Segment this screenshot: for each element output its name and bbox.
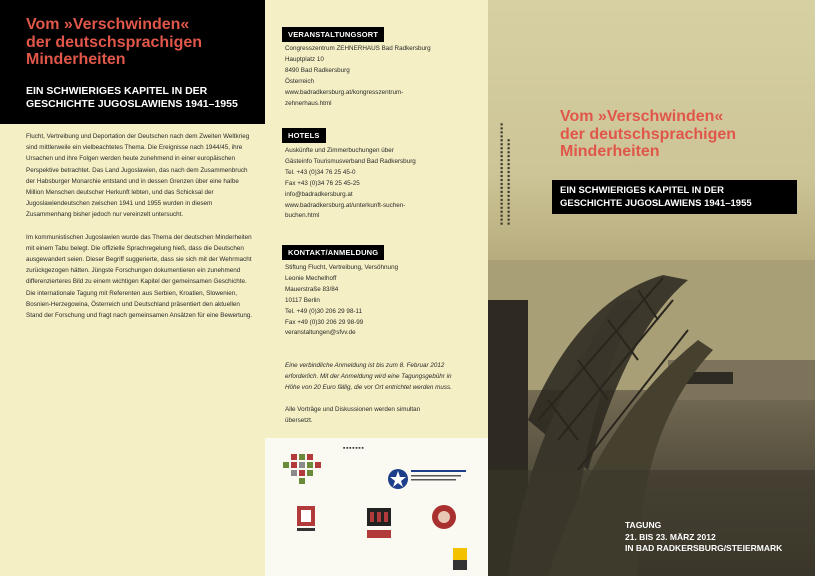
foundation-logo [283,454,335,494]
hotels-email[interactable]: info@badradkersburg.at [285,190,353,198]
contact-heading: KONTAKT/ANMELDUNG [282,245,384,260]
cover-title: Vom »Verschwinden« der deutschsprachigen Minderheiten [560,108,737,160]
destroyed-bridge-photo [488,0,815,576]
partner-note: ■ ■ ■ ■ ■ ■ ■ [343,446,364,450]
hotels-link[interactable]: www.badradkersburg.at/unterkunft-suchen- [285,201,406,209]
left-title: Vom »Verschwinden« der deutschsprachigen Minderheiten [26,16,203,68]
translation-note: Alle Vorträge und Diskussionen werden simultan übersetzt. [285,406,421,424]
hotels-heading: HOTELS [282,128,326,143]
round-seal-logo [431,504,457,530]
intro-paragraph-1: Flucht, Vertreibung und Deportation der Deutschen nach dem Zweiten Weltkrieg sind mittlerweile ein vielbeachtetes Thema. Die Ereignisse nach 1944/45, ihre Ursachen und ihre Folgen werden heute zunehmend in einer europäischen Perspektive betrachtet. Das Land Jugoslawien, das nach dem Zusammenbruch der Habsburger Monarchie entstand und in dessen Grenzen über eine halbe Million Menschen deutscher Herkunft lebten, und das Schicksal der Jugoslawiendeutschen zwischen 1941 und 1955 wurden in diesem Zusammenhang bisher jedoch nur vereinzelt untersucht. [26,133,250,219]
event-date: TAGUNG 21. BIS 23. MÄRZ 2012 IN BAD RADKERSBURG/STEIERMARK [625,520,783,553]
institute-logo-lines [411,468,471,484]
venue-link-cont[interactable]: zehnerhaus.html [285,99,332,107]
museum-logo [365,504,393,542]
photo-credit: ■ ■ ■ ■ ■ ■ ■ ■ ■ ■ ■ ■ ■ ■ ■ ■ ■ ■ ■ ■ ■ ■ ■ ■ ■ ■ ■ ■ ■ ■ ■ ■ ■ ■ ■ ■ ■ ■ ■ ■ ■ ■ ■ ■ ■ ■ ■ ■ [499,123,511,225]
venue-link[interactable]: www.badradkersburg.at/kongresszentrum- [285,88,404,96]
crest-logo [295,504,317,534]
corner-logo [453,548,467,570]
hotels-details: Auskünfte und Zimmerbuchungen über Gästeinfo Tourismusverband Bad Radkersburg Tel. +43 (0)34 76 25 45-0 Fax +43 (0)34 76 25 45-25 info@badradkersburg.at www.badradkersburg.at/unterkunft-suchen- buchen.html [285,146,480,222]
left-panel [0,0,265,576]
cover-subtitle: EIN SCHWIERIGES KAPITEL IN DER GESCHICHTE JUGOSLAWIENS 1941–1955 [552,180,797,214]
left-title-block [0,0,265,124]
registration-note: Eine verbindliche Anmeldung ist bis zum 8. Februar 2012 erforderlich. Mit der Anmeldung wird eine Tagungsgebühr in Höhe von 20 Euro fällig, die vor Ort entrichtet werden muss. [285,362,452,391]
partner-logos [265,438,488,576]
intro-paragraph-2: Im kommunistischen Jugoslawien wurde das Thema der deutschen Minderheiten mit einem Tabu belegt. Die offizielle Sprachregelung hieß, dass die Deutschen ausgewandert seien. Dieser Begriff suggerierte, dass sie sich mit der Wehrmacht zurückgezogen hätten. Jüngste Forschungen dokumentieren ein zunehmend differenzierteres Bild zu einem wichtigen Kapitel der gemeinsamen Geschichte. Die internationale Tagung mit Referenten aus Serbien, Kroatien, Slowenien, Bosnien-Herzegowina, Österreich und Deutschland präsentiert den aktuellen Stand der Forschung und fragt nach gemeinsamen Ansätzen für eine Bewertung. [26,233,253,320]
venue-details: Congresszentrum ZEHNERHAUS Bad Radkersburg Hauptplatz 10 8490 Bad Radkersburg Österreich www.badradkersburg.at/kongresszentrum- zehnerhaus.html [285,44,480,109]
star-emblem-logo [387,468,409,490]
contact-details: Stiftung Flucht, Vertreibung, Versöhnung Leonie Mechelhoff Mauerstraße 83/84 10117 Berlin Tel. +49 (0)30 206 29 98-11 Fax +49 (0)30 206 29 98-99 veranstaltungen@sfvv.de [285,263,480,339]
hotels-link-cont[interactable]: buchen.html [285,212,320,220]
cover-panel [488,0,815,576]
info-panel [265,0,488,576]
intro-text [26,131,256,332]
venue-heading: VERANSTALTUNGSORT [282,27,384,42]
contact-email[interactable]: veranstaltungen@sfvv.de [285,329,356,337]
left-subtitle: EIN SCHWIERIGES KAPITEL IN DER GESCHICHTE JUGOSLAWIENS 1941–1955 [26,85,238,110]
